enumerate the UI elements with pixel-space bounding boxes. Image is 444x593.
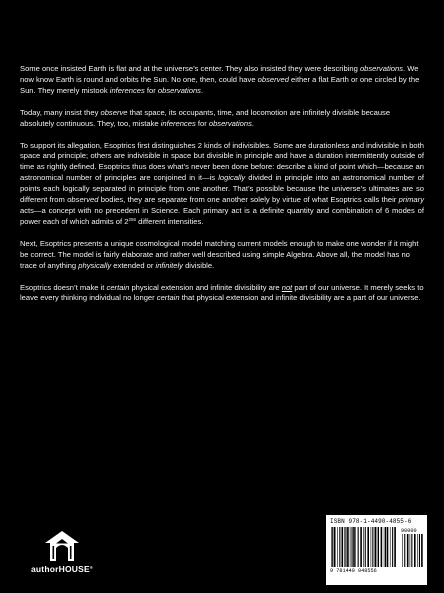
paragraph-3: To support its allegation, Esoptrics first distinguishes 2 kinds of indivisibles. Some are durationless and indivisible in both space and principle; others are indivisible in space but divisible in principle and have a duration intermittently outside of time as rightly defined. Esoptrics thus does what’s never been done before: describe a kind of point which—because an astronomical number of principles are conjoined in it—is logically divided in principle into an astronomical number of points each logically separated in principle from one another. That’s possible because the universe’s ultimates are so different from observed bodies, they are separate from one another solely by virtue of what Esoptrics calls their primary acts—a concept with no precedent in Science. Each primary act is a definite quantity and combination of 6 modes of power each of which admits of $2^{256}$ different intensities. xyxy=(20,140,425,226)
barcode-addon-digits: 90000 xyxy=(401,528,417,534)
isbn-barcode xyxy=(326,515,427,585)
paragraph-5: Esoptrics doesn’t make it certain physical extension and infinite divisibility are not part of our universe. It merely seeks to leave every thinking individual no longer certain that physical extension and infinite divisibility are a part of our universe. xyxy=(20,282,424,303)
paragraph-1: Some once insisted Earth is flat and at the universe’s center. They also insisted they were describing observations. We now know Earth is round and orbits the Sun. No one, then, could have observed either a flat Earth or one circled by the Sun. They merely mistook inferences for observations. xyxy=(20,64,420,95)
barcode-ean-digits: 9 781449 048556 xyxy=(330,568,377,574)
barcode-bars xyxy=(330,527,423,567)
paragraph-4: Next, Esoptrics presents a unique cosmological model matching current models enough to make one wonder if it might be correct. The model is fairly elaborate and rather well described using simple Algebra. Above all, the model has no trace of anything physically extended or infinitely divisible. xyxy=(20,238,419,270)
isbn-label: ISBN 978-1-4490-4855-6 xyxy=(330,518,412,525)
publisher-logo xyxy=(30,530,94,582)
publisher-name: authorHOUSE® xyxy=(30,564,94,574)
barcode-main-icon xyxy=(330,527,398,567)
barcode-addon-icon xyxy=(401,534,423,567)
publisher-house-icon xyxy=(44,530,80,562)
paragraph-2: Today, many insist they observe that space, its occupants, time, and locomotion are infinitely divisible because absolutely continuous. They, too, mistake inferences for observations. xyxy=(20,107,391,128)
back-cover-text xyxy=(20,64,424,315)
